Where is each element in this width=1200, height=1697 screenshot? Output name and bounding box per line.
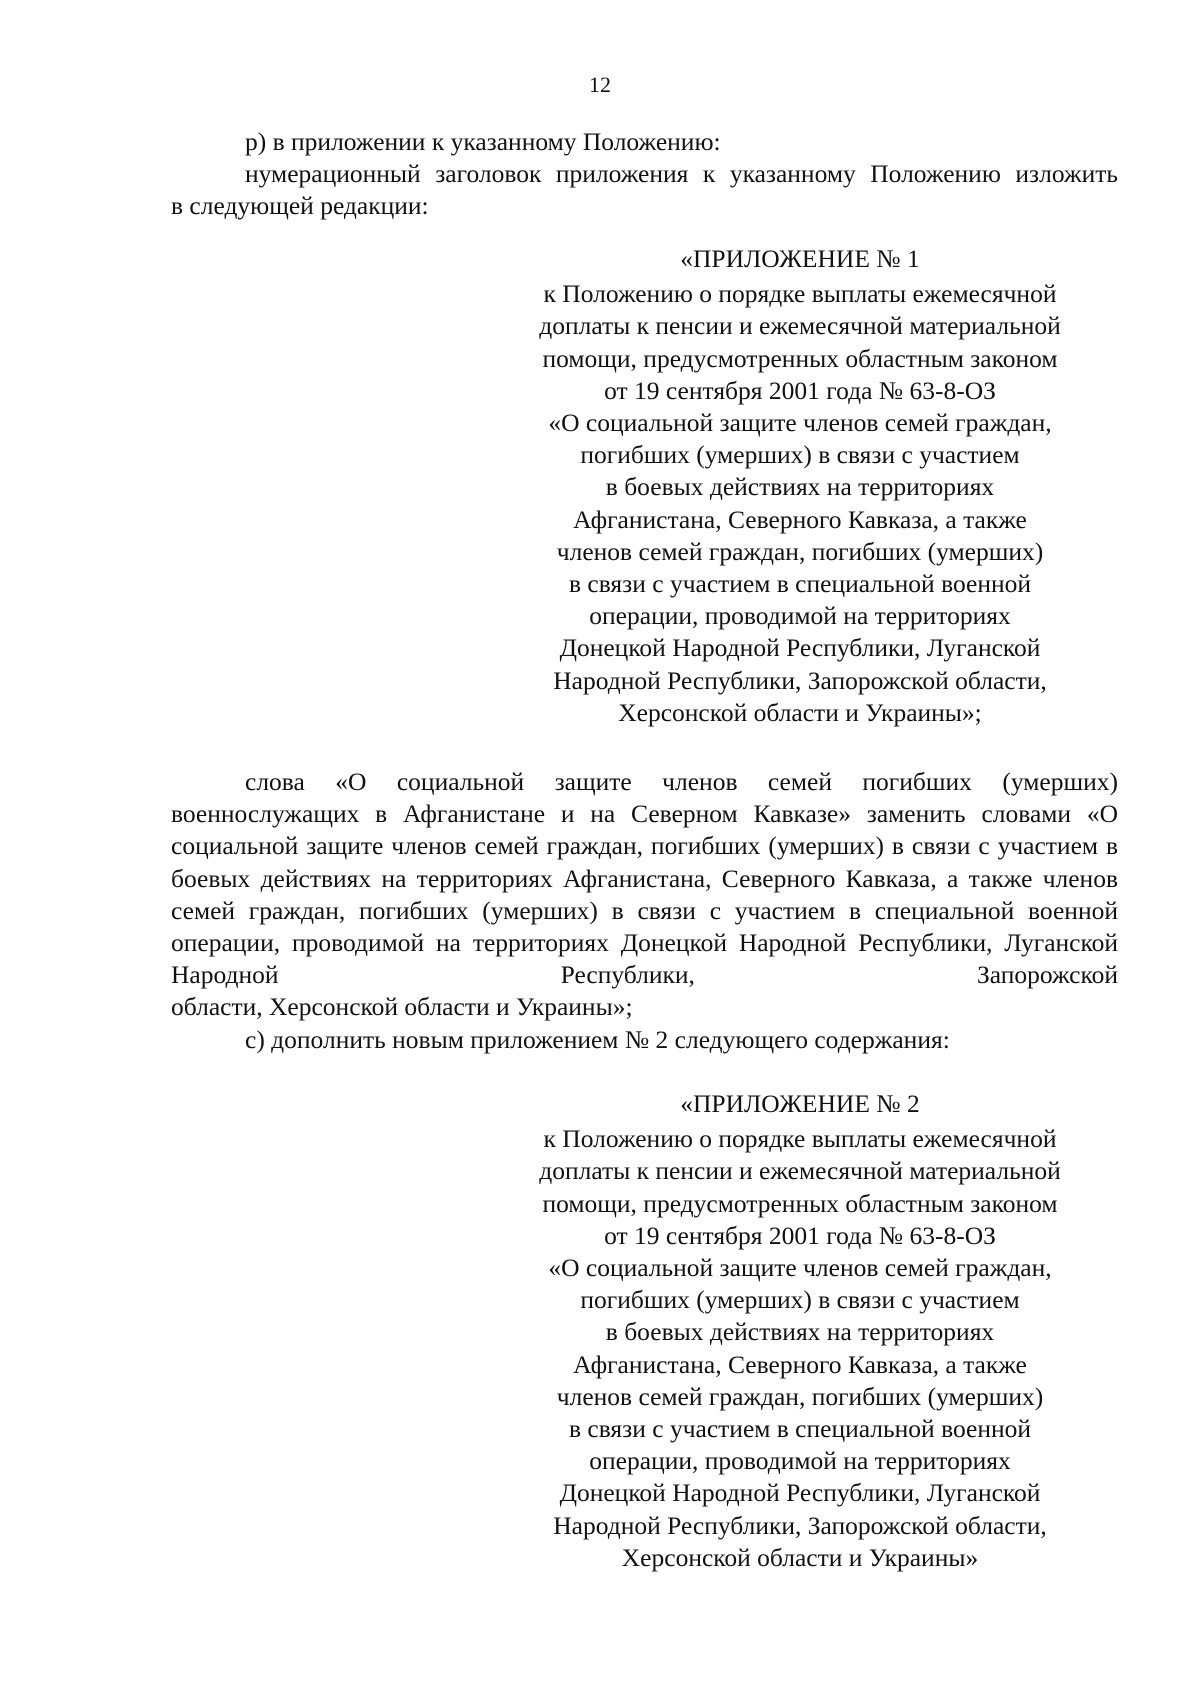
annex-1-line: в боевых действиях на территориях <box>605 472 995 502</box>
annex-2-line: в связи с участием в специальной военной <box>568 1414 1032 1444</box>
annex-1-line: помощи, предусмотренных областным законом <box>542 343 1058 373</box>
annex-1-line: погибших (умерших) в связи с участием <box>580 440 1020 470</box>
annex-1-title: «ПРИЛОЖЕНИЕ № 1 <box>680 244 920 273</box>
annex-2-line: членов семей граждан, погибших (умерших) <box>556 1381 1044 1411</box>
annex-1-line: от 19 сентября 2001 года № 63-8-ОЗ <box>604 375 996 405</box>
item-r-block <box>171 126 1118 223</box>
annex-1-line: Афганистана, Северного Кавказа, а также <box>573 504 1027 534</box>
annex-1-line: Херсонской области и Украины»; <box>618 697 982 727</box>
annex-1-line: «О социальной защите членов семей граждан, <box>548 408 1052 438</box>
annex-2-line: в боевых действиях на территориях <box>605 1317 995 1347</box>
annex-2-line: Херсонской области и Украины» <box>621 1542 979 1572</box>
annex-2-line: Народной Республики, Запорожской области, <box>553 1510 1047 1540</box>
annex-1-line: в связи с участием в специальной военной <box>568 569 1032 599</box>
annex-1-line: к Положению о порядке выплаты ежемесячной <box>543 279 1057 309</box>
replacement-last-line: области, Херсонской области и Украины»; <box>171 992 633 1022</box>
annex-2-header <box>500 1088 1100 1574</box>
annex-1-line: операции, проводимой на территориях <box>589 601 1011 631</box>
replacement-paragraph: слова «О социальной защите членов семей погибших (умерших) военнослужащих в Афганистане и на Северном Кавказе» заменить словами «О социальной защите членов семей граждан, погибших (умерших) в связи с участием в боевых действиях на территориях Афганистана, Северного Кавказа, а также членов семей граждан, погибших (умерших) в связи с участием в специальной военной операции, проводимой на территориях Донецкой Народной Республики, Луганской Народной Республики, Запорожской <box>171 767 1118 990</box>
annex-2-line: доплаты к пенсии и ежемесячной материальной <box>539 1156 1061 1186</box>
annex-2-line: «О социальной защите членов семей граждан, <box>548 1253 1052 1283</box>
annex-2-line: Афганистана, Северного Кавказа, а также <box>573 1349 1027 1379</box>
annex-1-line: Донецкой Народной Республики, Луганской <box>559 633 1041 663</box>
annex-1-line: членов семей граждан, погибших (умерших) <box>556 536 1044 566</box>
annex-2-line: к Положению о порядке выплаты ежемесячной <box>543 1124 1057 1154</box>
annex-2-line: погибших (умерших) в связи с участием <box>580 1285 1020 1315</box>
annex-2-line: от 19 сентября 2001 года № 63-8-ОЗ <box>604 1220 996 1250</box>
item-r-instruction-line-1: нумерационный заголовок приложения к указанному Положению изложить <box>245 159 1118 189</box>
annex-2-line: Донецкой Народной Республики, Луганской <box>559 1478 1041 1508</box>
replacement-block <box>171 766 1118 1056</box>
annex-2-line: операции, проводимой на территориях <box>589 1446 1011 1476</box>
annex-2-title: «ПРИЛОЖЕНИЕ № 2 <box>680 1089 920 1118</box>
annex-1-line: доплаты к пенсии и ежемесячной материальной <box>539 311 1061 341</box>
annex-2-line: помощи, предусмотренных областным законом <box>542 1188 1058 1218</box>
item-r-heading: р) в приложении к указанному Положению: <box>245 127 721 156</box>
annex-1-line: Народной Республики, Запорожской области, <box>553 665 1047 695</box>
item-r-instruction-line-2: в следующей редакции: <box>171 191 429 221</box>
annex-1-header <box>500 243 1100 729</box>
page-number: 12 <box>589 72 611 97</box>
item-s-heading: с) дополнить новым приложением № 2 следующего содержания: <box>245 1024 950 1054</box>
